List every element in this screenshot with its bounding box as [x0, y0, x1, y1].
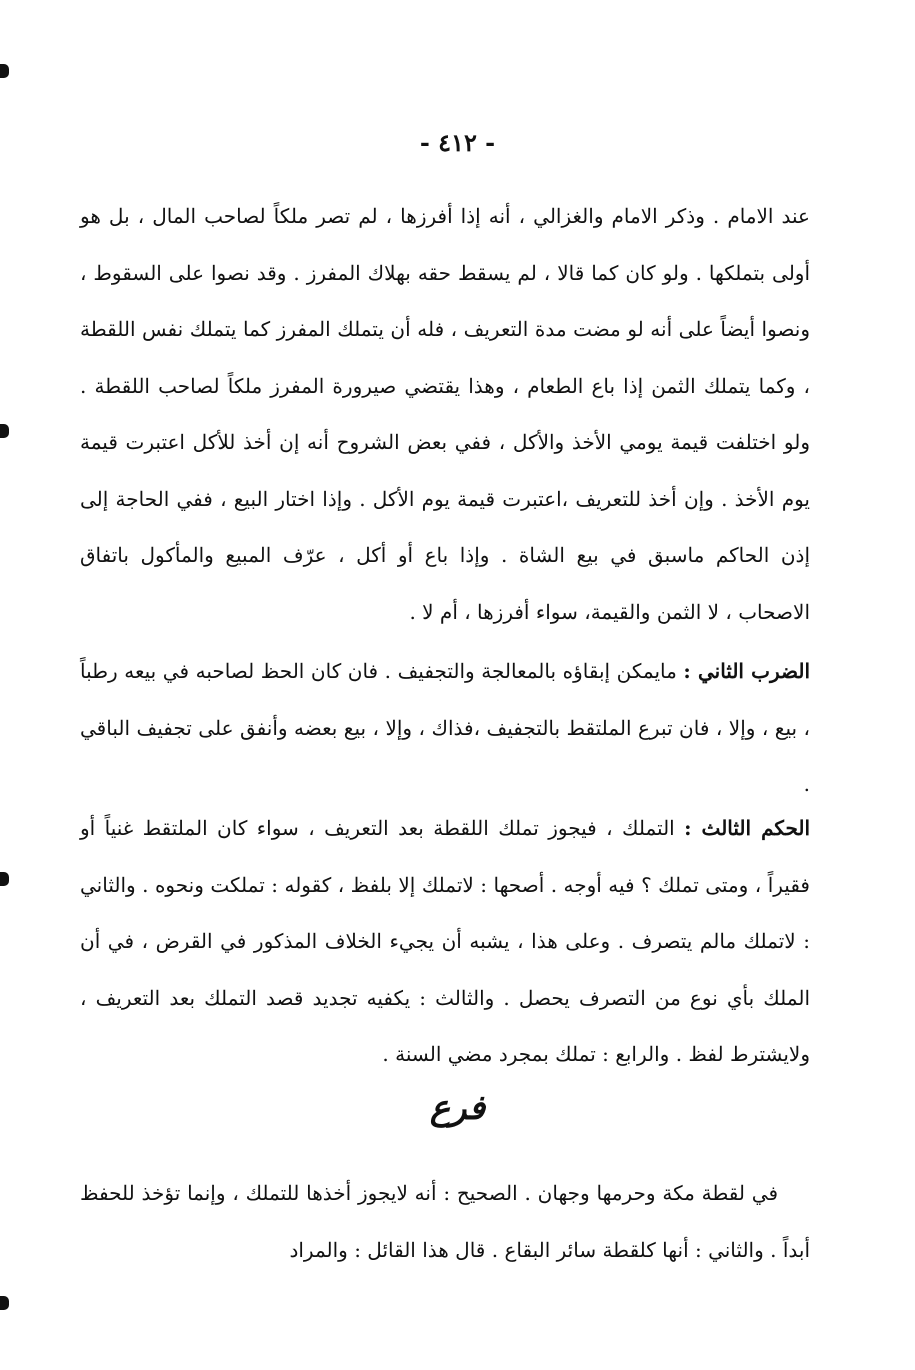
scan-margin-mark-upper-middle [0, 424, 9, 438]
paragraph-lead-heading: الحكم الثالث : [684, 816, 811, 840]
paragraph-lead-heading: الضرب الثاني : [683, 659, 810, 683]
scan-margin-mark-top [0, 64, 9, 78]
paragraph-final [80, 1165, 810, 1278]
scan-margin-mark-bottom [0, 1296, 9, 1310]
page-number: - ٤١٢ - [419, 128, 496, 157]
paragraph-third-ruling [80, 800, 810, 1083]
paragraph-second-type [80, 643, 810, 813]
section-heading: فرع [429, 1088, 486, 1128]
paragraph-continuation [80, 188, 810, 640]
paragraph-text: عند الامام . وذكر الامام والغزالي ، أنه إذا أفرزها ، لم تصر ملكاً لصاحب المال ، بل هو أولى بتملكها . ولو كان كما قالا ، لم يسقط حقه بهلاك المفرز . وقد نصوا على السقوط ، ونصوا أيضاً على أنه لو مضت مدة التعريف ، فله أن يتملك المفرز كما يتملك نفس اللقطة ، وكما يتملك الثمن إذا باع الطعام ، وهذا يقتضي صيرورة المفرز ملكاً لصاحب اللقطة . ولو اختلفت قيمة يومي الأخذ والأكل ، ففي بعض الشروح أنه إن أخذ للأكل اعتبرت قيمة يوم الأخذ . وإن أخذ للتعريف ،اعتبرت قيمة يوم الأكل . وإذا اختار البيع ، ففي الحاجة إلى إذن الحاكم ماسبق في بيع الشاة . وإذا باع أو أكل ، عرّف المبيع والمأكول باتفاق الاصحاب ، لا الثمن والقيمة، سواء أفرزها ، أم لا . [80, 204, 810, 624]
paragraph-text: في لقطة مكة وحرمها وجهان . الصحيح : أنه لايجوز أخذها للتملك ، وإنما تؤخذ للحفظ أبداً . والثاني : أنها كلقطة سائر البقاع . قال هذا القائل : والمراد [80, 1181, 810, 1262]
paragraph-text: التملك ، فيجوز تملك اللقطة بعد التعريف ، سواء كان الملتقط غنياً أو فقيراً ، ومتى تملك ؟ فيه أوجه . أصحها : لاتملك إلا بلفظ ، كقوله : تملكت ونحوه . والثاني : لاتملك مالم يتصرف . وعلى هذا ، يشبه أن يجيء الخلاف المذكور في القرض ، في أن الملك بأي نوع من التصرف يحصل . والثالث : يكفيه تجديد قصد التملك بعد التعريف ، ولايشترط لفظ . والرابع : تملك بمجرد مضي السنة . [80, 816, 810, 1066]
scan-margin-mark-lower-middle [0, 872, 9, 886]
paragraph-text: مايمكن إبقاؤه بالمعالجة والتجفيف . فان كان الحظ لصاحبه في بيعه رطباً ، بيع ، وإلا ، فان تبرع الملتقط بالتجفيف ،فذاك ، وإلا ، بيع بعضه وأنفق على تجفيف الباقي . [80, 659, 810, 796]
